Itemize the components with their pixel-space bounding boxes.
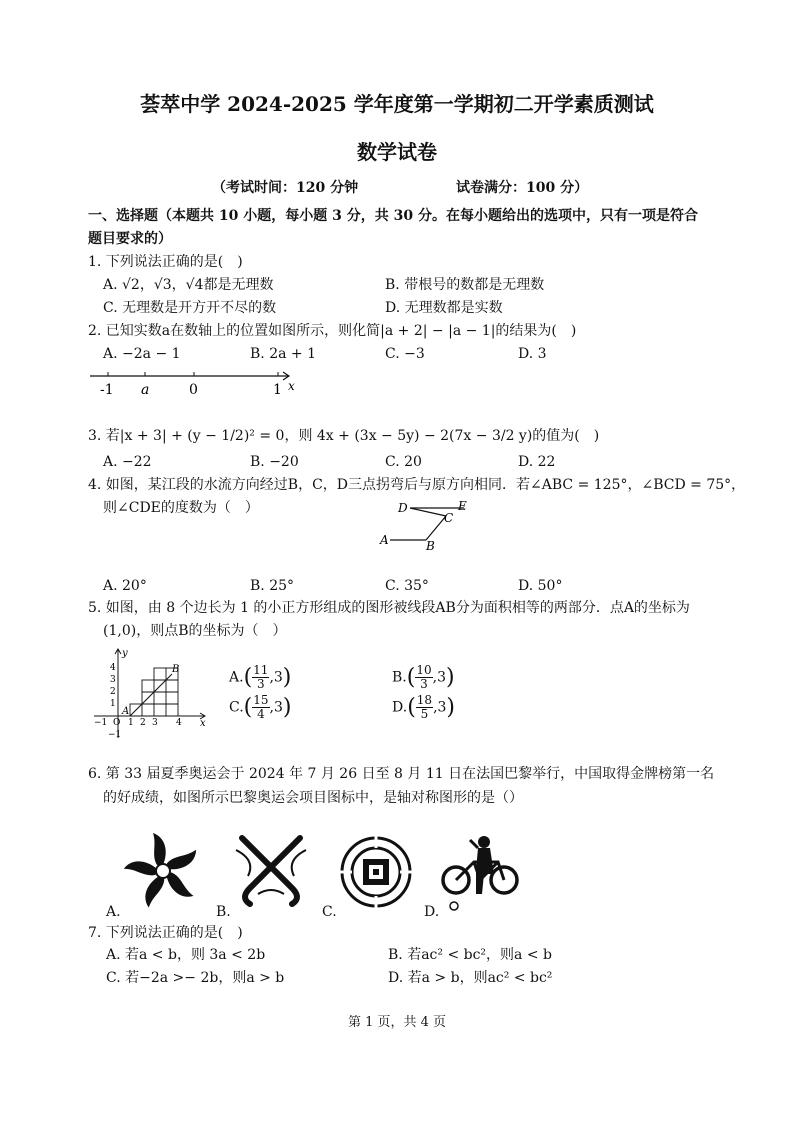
svg-text:−1: −1 xyxy=(108,730,122,740)
exam-time: （考试时间：120 分钟 xyxy=(212,180,359,196)
hockey-sticks-icon xyxy=(228,832,314,914)
svg-text:x: x xyxy=(200,718,206,729)
pinwheel-icon xyxy=(122,830,204,912)
q7-option-b: B. 若ac² < bc²，则a < b xyxy=(388,947,552,963)
target-icon xyxy=(336,832,416,912)
section-heading: 一、选择题（本题共 10 小题，每小题 3 分，共 30 分。在每小题给出的选项中，只有一项是符合 xyxy=(88,208,698,224)
q3-option-d: D. 22 xyxy=(518,454,556,470)
q6-label-d: D. xyxy=(424,904,440,920)
q1-option-a: A. √2，√3，√4都是无理数 xyxy=(103,277,274,293)
exam-score: 试卷满分：100 分） xyxy=(456,180,589,196)
exam-subtitle: 数学试卷 xyxy=(357,140,437,164)
q2-option-c: C. −3 xyxy=(385,346,425,362)
question-6-stem: 6. 第 33 届夏季奥运会于 2024 年 7 月 26 日至 8 月 11 日在法国巴黎举行，中国取得金牌榜第一名 xyxy=(88,766,715,782)
svg-text:O: O xyxy=(113,718,121,728)
svg-text:2: 2 xyxy=(110,687,116,697)
q2-option-a: A. −2a − 1 xyxy=(103,346,181,362)
q6-label-c: C. xyxy=(322,904,337,920)
svg-text:4: 4 xyxy=(176,718,182,728)
svg-text:y: y xyxy=(122,648,128,659)
svg-text:2: 2 xyxy=(140,718,146,728)
question-2-stem: 2. 已知实数a在数轴上的位置如图所示，则化简|a + 2| − |a − 1|的结果为( ) xyxy=(88,323,577,339)
point-e-label: E xyxy=(458,499,467,513)
q5-option-d: D.( $\frac{18}{5}$ ,3) xyxy=(392,693,456,721)
tick-label-1: 1 xyxy=(273,382,282,398)
q7-option-d: D. 若a > b，则ac² < bc² xyxy=(388,970,553,986)
page-number: 第 1 页，共 4 页 xyxy=(347,1015,447,1030)
tick-label-a: a xyxy=(141,382,150,398)
q6-label-a: A. xyxy=(106,904,121,920)
point-a-label: A xyxy=(380,533,389,547)
svg-text:1: 1 xyxy=(110,699,116,709)
svg-text:−1: −1 xyxy=(94,718,108,728)
question-4-stem-cont: 则∠CDE的度数为（ ） xyxy=(103,500,259,516)
svg-text:1: 1 xyxy=(128,718,134,728)
q5-option-a: A.( $\frac{11}{3}$ ,3) xyxy=(229,663,292,691)
question-4-stem: 4. 如图，某江段的水流方向经过B，C，D三点拐弯后与原方向相同．若∠ABC = 125°，∠BCD = 75°， xyxy=(88,477,746,493)
question-3-stem: 3. 若|x + 3| + (y − 1/2)² = 0，则 4x + (3x − 5y) − 2(7x − 3/2 y)的值为( ) xyxy=(88,428,600,444)
q7-option-c: C. 若−2a >− 2b，则a > b xyxy=(106,970,285,986)
svg-text:4: 4 xyxy=(110,663,116,673)
grid-coordinate-diagram xyxy=(92,646,212,746)
river-bend-diagram xyxy=(378,498,488,554)
q3-option-a: A. −22 xyxy=(103,454,152,470)
q3-option-b: B. −20 xyxy=(250,454,299,470)
q1-option-c: C. 无理数是开方开不尽的数 xyxy=(103,300,277,316)
number-line-diagram xyxy=(88,366,308,400)
q4-option-c: C. 35° xyxy=(385,578,429,594)
question-1-stem: 1. 下列说法正确的是( ) xyxy=(88,254,243,270)
q4-option-a: A. 20° xyxy=(103,578,147,594)
cyclist-icon xyxy=(440,834,522,914)
section-heading-cont: 题目要求的） xyxy=(88,231,172,247)
q7-option-a: A. 若a < b，则 3a < 2b xyxy=(106,947,266,963)
q5-option-b: B.( $\frac{10}{3}$ ,3) xyxy=(392,663,455,691)
svg-text:A: A xyxy=(122,706,130,717)
svg-text:B: B xyxy=(172,664,180,675)
q1-option-d: D. 无理数都是实数 xyxy=(385,300,503,316)
exam-title: 荟萃中学 2024-2025 学年度第一学期初二开学素质测试 xyxy=(140,92,654,116)
q6-label-b: B. xyxy=(216,904,231,920)
question-6-stem-cont: 的好成绩，如图所示巴黎奥运会项目图标中，是轴对称图形的是（） xyxy=(103,790,523,806)
svg-text:3: 3 xyxy=(152,718,158,728)
svg-text:3: 3 xyxy=(110,675,116,685)
q1-option-b: B. 带根号的数都是无理数 xyxy=(385,277,545,293)
question-7-stem: 7. 下列说法正确的是( ) xyxy=(88,925,243,941)
q2-option-b: B. 2a + 1 xyxy=(250,346,316,362)
q3-option-c: C. 20 xyxy=(385,454,422,470)
point-d-label: D xyxy=(398,501,408,515)
tick-label-neg1: -1 xyxy=(100,382,114,398)
tick-label-0: 0 xyxy=(189,382,198,398)
q4-option-b: B. 25° xyxy=(250,578,295,594)
axis-label-x: x xyxy=(288,379,295,393)
point-b-label: B xyxy=(426,539,435,553)
question-5-stem-cont: (1,0)，则点B的坐标为（ ） xyxy=(103,623,287,639)
q5-option-c: C.( $\frac{15}{4}$ ,3) xyxy=(229,693,292,721)
question-5-stem: 5. 如图，由 8 个边长为 1 的小正方形组成的图形被线段AB分为面积相等的两部分．点A的坐标为 xyxy=(88,600,690,616)
point-c-label: C xyxy=(444,511,454,525)
q4-option-d: D. 50° xyxy=(518,578,563,594)
q2-option-d: D. 3 xyxy=(518,346,547,362)
